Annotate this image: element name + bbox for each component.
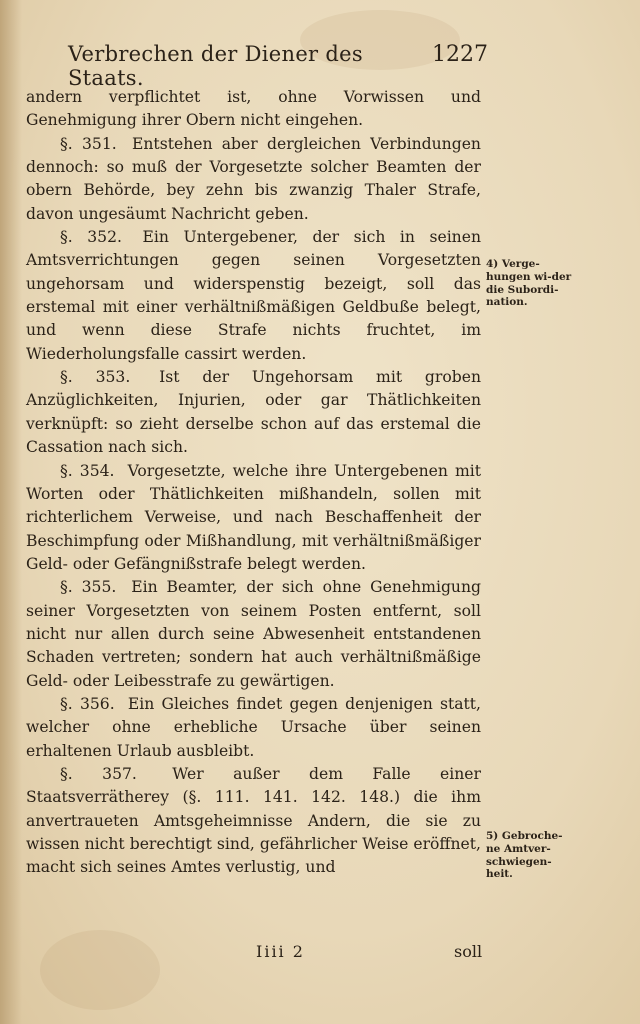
paragraph-text: Ist der Ungehorsam mit groben Anzüglichkeiten, Injurien, oder gar Thätlichkeiten verknüpft: so zieht derselbe schon auf das erstemal die Cassation nach sich. — [26, 368, 481, 457]
section-number: §. 353. — [60, 368, 131, 387]
paragraph-text: Ein Gleiches findet gegen denjenigen statt, welcher ohne erhebliche Ursache über seinen erhaltenen Urlaub ausbleibt. — [26, 694, 482, 760]
paragraph — [26, 460, 481, 577]
paragraph — [26, 133, 481, 226]
signature-mark: Iiii 2 — [256, 942, 305, 961]
section-number: §. 354. — [60, 461, 115, 480]
paragraph-text: Ein Untergebener, der sich in seinen Amtsverrichtungen gegen seinen Vorgesetzten ungehorsam und widerspenstig bezeigt, soll das erstemal mit einer verhältnißmäßigen Geldbuße belegt, und wenn diese Strafe nichts fruchtet, im Wiederholungsfalle cassirt werden. — [26, 228, 481, 363]
paragraph — [26, 576, 481, 693]
paragraph — [26, 226, 481, 366]
body-text — [26, 86, 481, 880]
marginal-note: 4) Verge-hungen wi-der die Subordi-nation. — [486, 258, 572, 309]
paragraph-text: Entstehen aber dergleichen Verbindungen dennoch: so muß der Vorgesetzte solcher Beamten der obern Behörde, bey zehn bis zwanzig Thaler Strafe, davon ungesäumt Nachricht geben. — [26, 134, 481, 223]
paragraph-text: andern verpflichtet ist, ohne Vorwissen und Genehmigung ihrer Obern nicht eingehen. — [26, 88, 481, 130]
section-number: §. 351. — [60, 134, 117, 153]
paragraph — [26, 366, 481, 459]
paragraph-text: Wer außer dem Falle einer Staatsverrätherey (§. 111. 141. 142. 148.) die ihm anvertraueten Amtsgeheimnisse Andern, die sie zu wissen nicht berechtigt sind, gefährlicher Weise eröffnet, macht sich seines Amtes verlustig, und — [26, 764, 481, 877]
marginal-note: 5) Gebroche-ne Amtver-schwiegen-heit. — [486, 830, 563, 881]
section-number: §. 356. — [60, 694, 115, 713]
section-number: §. 357. — [60, 764, 137, 783]
page-number: 1227 — [432, 42, 488, 67]
paper-stain — [40, 930, 160, 1010]
section-number: §. 352. — [60, 228, 122, 247]
page-header — [68, 42, 488, 90]
catchword: soll — [454, 942, 483, 961]
paragraph-text: Ein Beamter, der sich ohne Genehmigung seiner Vorgesetzten von seinem Posten entfernt, soll nicht nur allen durch seine Abwesenheit entstandenen Schaden vertreten; sondern hat auch verhältnißmäßige Geld- oder Leibesstrafe zu gewärtigen. — [26, 578, 481, 690]
paragraph-text: Vorgesetzte, welche ihre Untergebenen mit Worten oder Thätlichkeiten mißhandeln, sollen mit richterlichem Verweise, und nach Beschaffenheit der Beschimpfung oder Mißhandlung, mit verhältnißmäßiger Geld- oder Gefängnißstrafe belegt werden. — [26, 461, 481, 573]
running-title: Verbrechen der Diener des Staats. — [68, 42, 363, 90]
paragraph — [26, 693, 481, 763]
paragraph — [26, 763, 481, 880]
section-number: §. 355. — [60, 578, 117, 597]
paragraph — [26, 86, 481, 133]
